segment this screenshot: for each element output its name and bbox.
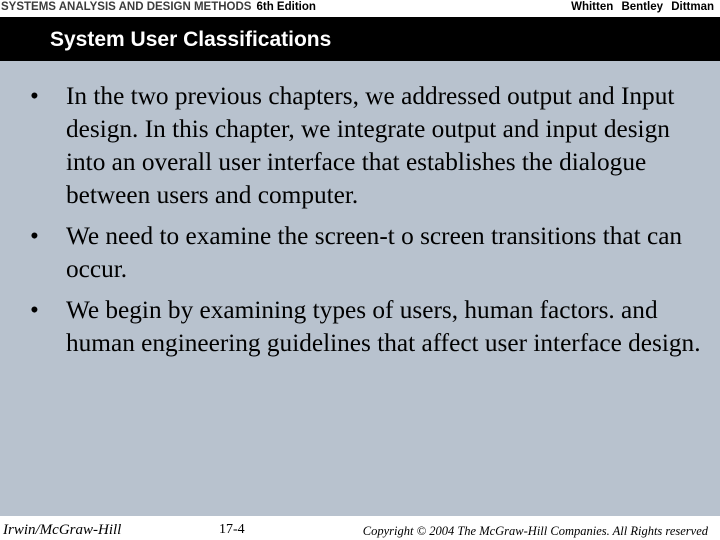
page-number: 17-4 bbox=[219, 522, 245, 537]
bullet-icon: • bbox=[30, 222, 39, 250]
copyright-label: Copyright © 2004 The McGraw-Hill Companies. All Rights reserved bbox=[362, 524, 708, 538]
bullet-text: We need to examine the screen-t o screen transitions that can occur. bbox=[66, 222, 683, 283]
bullet-icon: • bbox=[30, 296, 39, 324]
footer-bar bbox=[0, 516, 720, 540]
bullet-text: In the two previous chapters, we addressed output and Input design. In this chapter, we integrate output and input design into an overall user interface that establishes the dialogue between users and computer. bbox=[66, 82, 675, 209]
slide-title: System User Classifications bbox=[50, 28, 332, 51]
bullet-item bbox=[30, 220, 710, 286]
authors-label: Whitten Bentley Dittman bbox=[571, 1, 714, 13]
bullet-item bbox=[30, 294, 710, 360]
header-bar bbox=[0, 0, 720, 16]
book-title-text: SYSTEMS ANALYSIS AND DESIGN METHODS bbox=[1, 1, 252, 13]
title-band bbox=[0, 17, 720, 61]
publisher-label: Irwin/McGraw-Hill bbox=[3, 522, 122, 538]
bullet-text: We begin by examining types of users, human factors. and human engineering guidelines that affect user interface design. bbox=[66, 296, 701, 357]
bullet-list bbox=[30, 80, 710, 368]
edition-label: 6th Edition bbox=[256, 1, 316, 13]
bullet-item bbox=[30, 80, 710, 212]
slide-content bbox=[0, 61, 720, 516]
bullet-icon: • bbox=[30, 82, 39, 110]
book-title bbox=[1, 0, 316, 14]
